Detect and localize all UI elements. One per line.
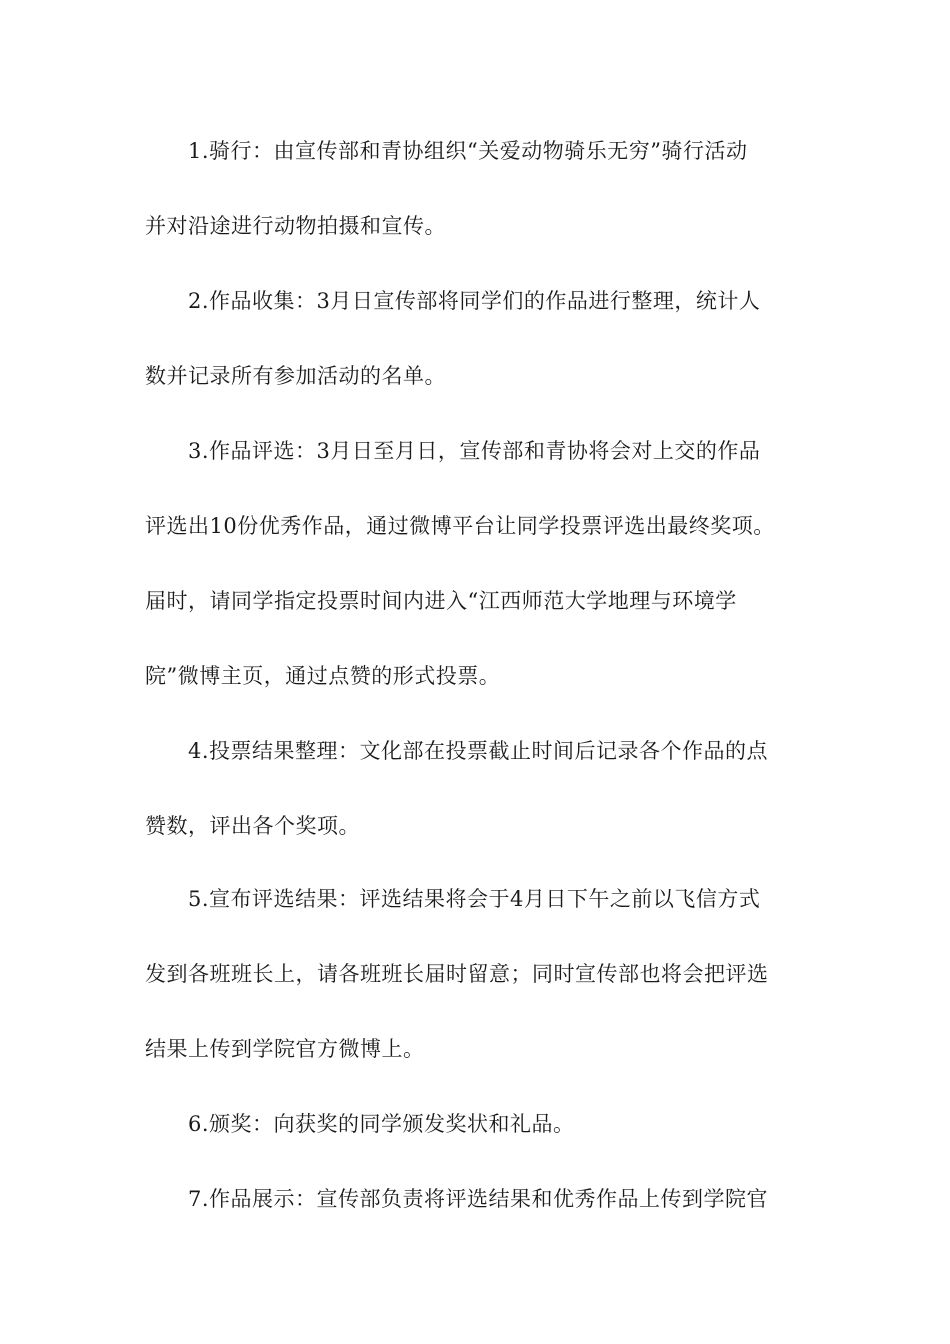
- item-2-collection-line-1: 2.作品收集：3月日宣传部将同学们的作品进行整理，统计人: [188, 289, 761, 313]
- item-1-riding-line-2: 并对沿途进行动物拍摄和宣传。: [145, 214, 446, 238]
- item-4-vote-results-line-2: 赞数，评出各个奖项。: [145, 814, 360, 838]
- item-5-announcement-line-3: 结果上传到学院官方微博上。: [145, 1037, 425, 1061]
- item-7-exhibition-line-1: 7.作品展示：宣传部负责将评选结果和优秀作品上传到学院官: [188, 1187, 769, 1211]
- item-5-announcement-line-1: 5.宣布评选结果：评选结果将会于4月日下午之前以飞信方式: [188, 887, 761, 911]
- item-4-vote-results-line-1: 4.投票结果整理：文化部在投票截止时间后记录各个作品的点: [188, 739, 769, 763]
- item-3-selection-line-4: 院”微博主页，通过点赞的形式投票。: [145, 664, 501, 688]
- item-2-collection-line-2: 数并记录所有参加活动的名单。: [145, 364, 446, 388]
- item-6-awards-line-1: 6.颁奖：向获奖的同学颁发奖状和礼品。: [188, 1112, 575, 1136]
- item-1-riding-line-1: 1.骑行：由宣传部和青协组织“关爱动物骑乐无穷”骑行活动: [188, 139, 748, 163]
- item-3-selection-line-2: 评选出10份优秀作品，通过微博平台让同学投票评选出最终奖项。: [145, 514, 775, 538]
- item-3-selection-line-1: 3.作品评选：3月日至月日，宣传部和青协将会对上交的作品: [188, 439, 761, 463]
- item-5-announcement-line-2: 发到各班班长上，请各班班长届时留意；同时宣传部也将会把评选: [145, 962, 769, 986]
- item-3-selection-line-3: 届时，请同学指定投票时间内进入“江西师范大学地理与环境学: [145, 589, 737, 613]
